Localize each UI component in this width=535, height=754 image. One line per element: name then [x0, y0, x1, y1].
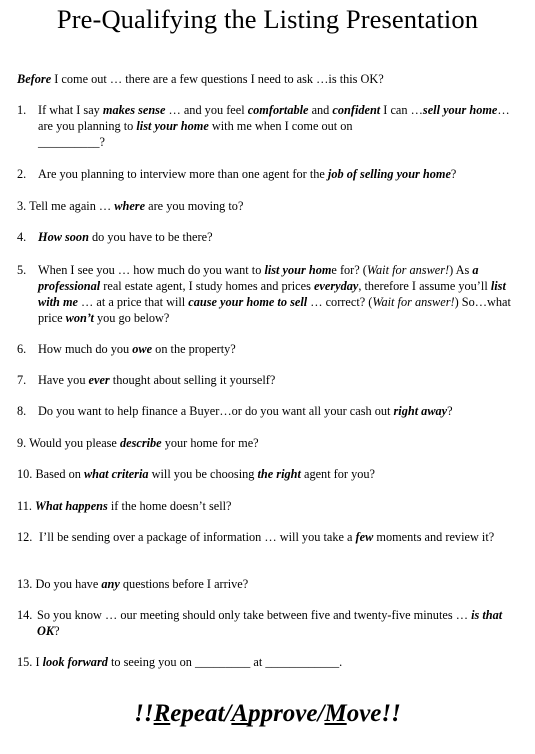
question-9: 9. Would you please describe your home for me? [17, 436, 259, 450]
question-4: 4. How soon do you have to be there? [17, 230, 213, 244]
intro-text: Before I come out … there are a few questions I need to ask …is this OK? [17, 72, 384, 86]
question-11: 11. What happens if the home doesn’t sell? [17, 499, 232, 513]
question-8: 8. Do you want to help finance a Buyer…or do you want all your cash out right away? [17, 404, 453, 418]
question-13: 13. Do you have any questions before I arrive? [17, 577, 249, 591]
footer-slogan: !!Repeat/Approve/Move!! [134, 700, 401, 727]
question-5: 5. When I see you … how much do you want to list your home for? (Wait for answer!) As a professional real estate agent, I study homes and prices everyday, therefore I assume you’ll list with me … at a price that will cause your home to sell … correct? (Wait for answer!) So…what price won’t you go below? [17, 263, 511, 325]
question-2: 2. Are you planning to interview more than one agent for the job of selling your home? [17, 167, 457, 181]
question-12: 12. I’ll be sending over a package of information … will you take a few moments and review it? [17, 530, 495, 544]
question-10: 10. Based on what criteria will you be choosing the right agent for you? [17, 467, 375, 481]
page-title: Pre-Qualifying the Listing Presentation [56, 4, 479, 34]
question-1: 1. If what I say makes sense … and you feel comfortable and confident I can …sell your home…are you planning to list your home with me when I come out on __________? [17, 103, 510, 149]
question-7: 7. Have you ever thought about selling it yourself? [17, 373, 276, 387]
question-3: 3. Tell me again … where are you moving to? [17, 199, 244, 213]
question-15: 15. I look forward to seeing you on _________ at ____________. [17, 655, 343, 669]
question-14: 14. So you know … our meeting should only take between five and twenty-five minutes … is that OK? [17, 608, 503, 638]
question-6: 6. How much do you owe on the property? [17, 342, 236, 356]
